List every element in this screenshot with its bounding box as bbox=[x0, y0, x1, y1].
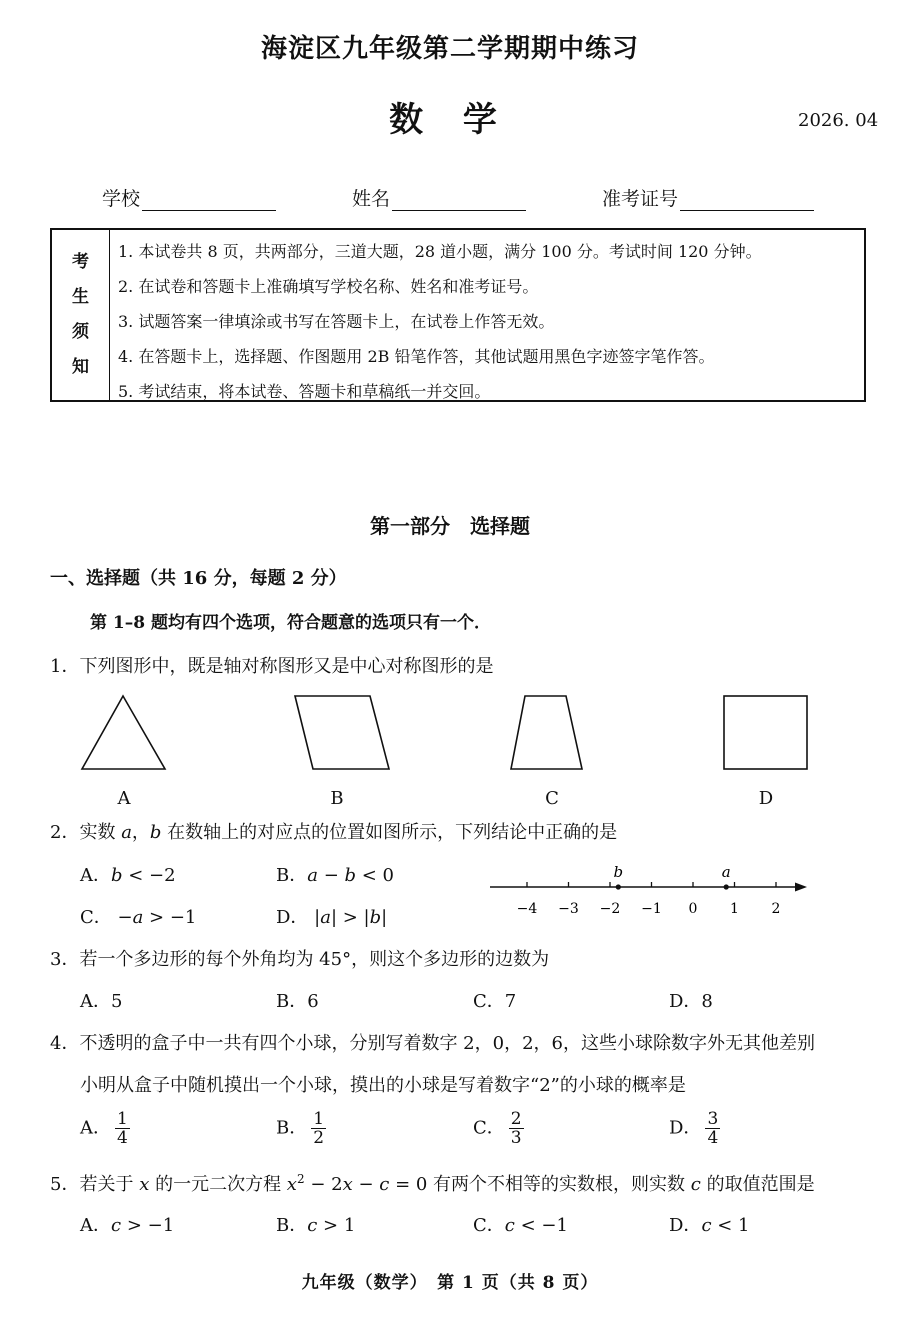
option-label: B． bbox=[276, 1215, 308, 1236]
school-blank[interactable] bbox=[142, 188, 276, 211]
exam-notice-box bbox=[50, 228, 866, 402]
number-line-tick-label: −1 bbox=[641, 901, 662, 917]
option-label: B． bbox=[276, 865, 308, 886]
shape-label-a: A bbox=[117, 788, 131, 809]
name-blank[interactable] bbox=[392, 188, 526, 211]
notice-rules bbox=[118, 234, 762, 409]
number-line-label-b: b bbox=[613, 863, 624, 881]
option-text: > 1 bbox=[317, 1215, 356, 1236]
number-line-tick-label: −4 bbox=[516, 901, 538, 917]
square-shape bbox=[724, 696, 807, 769]
q4-option-a[interactable] bbox=[80, 1110, 130, 1147]
q2-text-part: ， bbox=[131, 822, 150, 843]
q2-option-d[interactable] bbox=[276, 903, 387, 929]
notice-char: 须 bbox=[72, 322, 89, 342]
section-title: 一、选择题（共 16 分，每题 2 分） bbox=[50, 568, 347, 589]
question-1-figures bbox=[70, 690, 850, 775]
page-footer: 九年级（数学） 第 1 页（共 8 页） bbox=[301, 1273, 599, 1293]
option-text: < 0 bbox=[356, 865, 395, 886]
q5-text-part: 的取值范围是 bbox=[700, 1174, 815, 1195]
option-text: | > | bbox=[330, 907, 370, 928]
q4-option-c[interactable] bbox=[473, 1110, 524, 1147]
option-var: c bbox=[504, 1215, 515, 1236]
option-label: A． bbox=[80, 865, 111, 886]
option-label: D． bbox=[669, 1117, 702, 1139]
fraction-denominator: 4 bbox=[117, 1128, 128, 1148]
number-line-point-b bbox=[616, 884, 621, 889]
question-4-text-line2: 小明从盒子中随机摸出一个小球，摸出的小球是写着数字“2”的小球的概率是 bbox=[80, 1075, 686, 1096]
number-line-arrow bbox=[795, 883, 807, 892]
question-1-text: 1．下列图形中，既是轴对称图形又是中心对称图形的是 bbox=[50, 656, 494, 677]
option-label: A． bbox=[80, 1215, 111, 1236]
shape-label-c: C bbox=[545, 788, 559, 809]
q3-option-a[interactable]: A．5 bbox=[80, 991, 123, 1012]
q5-exponent: 2 bbox=[296, 1172, 305, 1186]
option-text: | bbox=[381, 907, 388, 928]
number-line-tick-label: 1 bbox=[730, 901, 739, 917]
number-line-point-a bbox=[724, 884, 729, 889]
fraction bbox=[705, 1110, 720, 1147]
q3-option-b[interactable]: B．6 bbox=[276, 991, 319, 1012]
number-line-tick-label: 2 bbox=[771, 901, 781, 917]
fraction-denominator: 4 bbox=[707, 1128, 719, 1148]
q3-option-d[interactable]: D．8 bbox=[669, 991, 713, 1012]
fraction bbox=[115, 1110, 130, 1147]
option-var: c bbox=[701, 1215, 712, 1236]
option-text: − bbox=[111, 907, 133, 928]
option-var: c bbox=[111, 1215, 122, 1236]
notice-rule: 5. 考试结束，将本试卷、答题卡和草稿纸一并交回。 bbox=[118, 382, 491, 401]
option-var: b bbox=[369, 907, 382, 928]
option-var: a bbox=[132, 907, 144, 928]
q5-option-b[interactable] bbox=[276, 1211, 355, 1237]
q5-text-part: 5．若关于 bbox=[50, 1174, 140, 1195]
q2-option-b[interactable] bbox=[276, 861, 394, 887]
number-line-tick-label: −3 bbox=[558, 901, 579, 917]
fraction-numerator: 2 bbox=[510, 1109, 522, 1129]
q5-text-part: = 0 有两个不相等的实数根，则实数 bbox=[389, 1174, 691, 1195]
option-text: > −1 bbox=[121, 1215, 175, 1236]
exam-id-blank[interactable] bbox=[680, 188, 814, 211]
q2-text-part: 2．实数 bbox=[50, 822, 122, 843]
option-var: a bbox=[307, 865, 318, 886]
fraction bbox=[311, 1110, 326, 1147]
exam-id-field[interactable] bbox=[602, 184, 814, 211]
q5-option-d[interactable] bbox=[669, 1211, 750, 1237]
subject-title: 数 学 bbox=[389, 100, 511, 140]
option-label: C． bbox=[80, 907, 112, 928]
number-line-label-a: a bbox=[721, 863, 731, 881]
question-3-text: 3．若一个多边形的每个外角均为 45°，则这个多边形的边数为 bbox=[50, 949, 550, 970]
q4-option-d[interactable] bbox=[669, 1110, 720, 1147]
exam-title: 海淀区九年级第二学期期中练习 bbox=[260, 34, 639, 64]
fraction-numerator: 3 bbox=[707, 1109, 719, 1129]
q5-var: x bbox=[139, 1174, 150, 1195]
question-2-text bbox=[50, 818, 617, 844]
q2-option-c[interactable] bbox=[80, 903, 196, 929]
option-text: < −2 bbox=[122, 865, 176, 886]
notice-char: 考 bbox=[72, 252, 89, 272]
q4-option-b[interactable] bbox=[276, 1110, 326, 1147]
fraction bbox=[509, 1110, 524, 1147]
option-var: a bbox=[320, 907, 331, 928]
option-label: D． bbox=[276, 907, 309, 928]
option-text: < −1 bbox=[514, 1215, 568, 1236]
q2-var-a: a bbox=[121, 822, 132, 843]
fraction-numerator: 1 bbox=[313, 1109, 325, 1129]
school-label: 学校 bbox=[102, 188, 141, 210]
q5-option-c[interactable] bbox=[473, 1211, 568, 1237]
option-label: D． bbox=[669, 1215, 702, 1236]
option-label: C． bbox=[473, 1215, 505, 1236]
shape-label-d: D bbox=[758, 788, 774, 809]
q5-var: c bbox=[690, 1174, 701, 1195]
q2-text-part: 在数轴上的对应点的位置如图所示，下列结论中正确的是 bbox=[161, 822, 618, 843]
q5-text-part: − bbox=[352, 1174, 380, 1195]
question-4-text-line1: 4．不透明的盒子中一共有四个小球，分别写着数字 2，0，2，6，这些小球除数字外无其他差别 bbox=[50, 1033, 815, 1054]
exam-date: 2026. 04 bbox=[798, 110, 879, 131]
number-line bbox=[485, 858, 815, 920]
notice-char: 生 bbox=[72, 287, 89, 307]
option-var: b bbox=[344, 865, 357, 886]
notice-char: 知 bbox=[72, 357, 89, 377]
q5-text-part: − 2 bbox=[304, 1174, 343, 1195]
q5-option-a[interactable] bbox=[80, 1211, 174, 1237]
option-var: b bbox=[111, 865, 123, 886]
name-field[interactable] bbox=[352, 184, 526, 211]
triangle-shape bbox=[82, 696, 165, 769]
q2-var-b: b bbox=[149, 822, 162, 843]
option-label: A． bbox=[80, 1117, 111, 1139]
question-5-text bbox=[50, 1170, 815, 1196]
option-var: c bbox=[307, 1215, 318, 1236]
option-label: C． bbox=[473, 1117, 505, 1139]
number-line-tick-label: 0 bbox=[688, 901, 698, 917]
name-label: 姓名 bbox=[352, 188, 391, 210]
notice-rule: 4. 在答题卡上，选择题、作图题用 2B 铅笔作答，其他试题用黑色字迹签字笔作答。 bbox=[118, 347, 715, 366]
exam-id-label: 准考证号 bbox=[602, 188, 679, 210]
option-label: B． bbox=[276, 1117, 308, 1139]
notice-rule: 3. 试题答案一律填涂或书写在答题卡上，在试卷上作答无效。 bbox=[118, 312, 555, 331]
fraction-numerator: 1 bbox=[117, 1109, 128, 1129]
notice-side-label bbox=[52, 230, 110, 400]
q3-option-c[interactable]: C．7 bbox=[473, 991, 517, 1012]
q2-option-a[interactable] bbox=[80, 861, 176, 887]
notice-rule: 1. 本试卷共 8 页，共两部分，三道大题，28 道小题，满分 100 分。考试时间 120 分钟。 bbox=[118, 242, 762, 261]
q5-var: c bbox=[379, 1174, 390, 1195]
trapezoid-shape bbox=[511, 696, 582, 769]
shape-label-b: B bbox=[330, 788, 344, 809]
fraction-denominator: 3 bbox=[510, 1128, 522, 1148]
school-field[interactable] bbox=[102, 184, 276, 211]
option-text: < 1 bbox=[711, 1215, 750, 1236]
section-instruction: 第 1–8 题均有四个选项，符合题意的选项只有一个． bbox=[90, 613, 491, 633]
q5-var: x bbox=[342, 1174, 353, 1195]
option-text: | bbox=[308, 907, 321, 928]
option-text: > −1 bbox=[143, 907, 197, 928]
number-line-tick-label: −2 bbox=[599, 901, 621, 917]
parallelogram-shape bbox=[295, 696, 389, 769]
notice-rule: 2. 在试卷和答题卡上准确填写学校名称、姓名和准考证号。 bbox=[118, 277, 539, 296]
fraction-denominator: 2 bbox=[313, 1128, 325, 1148]
option-text: − bbox=[317, 865, 345, 886]
q5-var: x bbox=[286, 1174, 297, 1195]
q5-text-part: 的一元二次方程 bbox=[149, 1174, 287, 1195]
part-title: 第一部分 选择题 bbox=[370, 514, 530, 538]
